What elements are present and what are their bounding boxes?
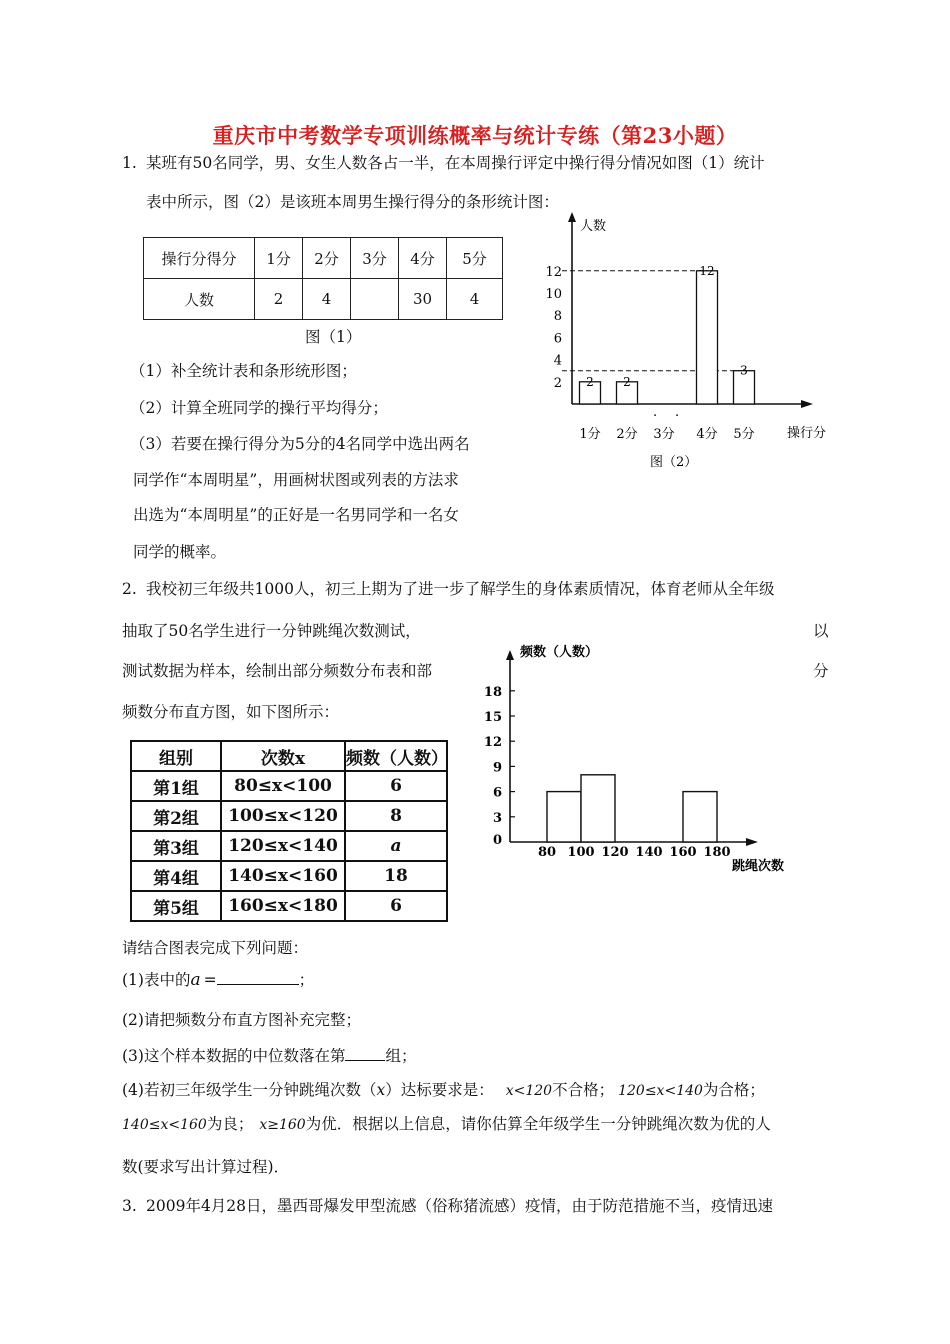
data-label: 2 <box>623 374 631 389</box>
q2-sub4-pass: 为合格； <box>702 1081 765 1099</box>
inequality-excellent: x≥160 <box>259 1117 306 1133</box>
q1-sub3-line3: 出选为“本周明星”的正好是一名男同学和一名女 <box>133 506 459 524</box>
q2-sub4-line2 <box>122 1114 771 1135</box>
page-title: 重庆市中考数学专项训练概率与统计专练（第23小题） <box>212 123 738 148</box>
table-row-label: 人数 <box>144 279 255 320</box>
x-tick-label: 180 <box>703 845 731 860</box>
x-tick-label: 100 <box>567 845 595 860</box>
table-row <box>144 279 503 320</box>
q1-sub3-line1: （3）若要在操行得分为5分的4名同学中选出两名 <box>130 435 470 453</box>
q2-line2b: 以 <box>813 622 829 640</box>
answer-blank[interactable] <box>217 984 299 985</box>
table-header-cell: 2分 <box>303 238 351 279</box>
table-cell: 30 <box>399 279 447 320</box>
q2-sub1-end: ； <box>298 971 315 989</box>
table-cell: 第1组 <box>131 771 221 801</box>
q2-good: 为良； <box>206 1115 254 1133</box>
y-tick-label: 12 <box>545 264 562 280</box>
table-cell: 100≤x<120 <box>221 801 345 831</box>
histogram-bar <box>581 775 615 842</box>
table-cell: 6 <box>345 771 447 801</box>
dot-mark: . <box>653 405 658 420</box>
y-tick-label: 15 <box>483 710 502 725</box>
table-cell: 4 <box>303 279 351 320</box>
inequality-pass: 120≤x<140 <box>618 1083 703 1099</box>
chart-marks <box>579 264 754 442</box>
q2-line3a: 测试数据为样本，绘制出部分频数分布表和部 <box>122 662 433 680</box>
q1-sub3-line2: 同学作“本周明星”，用画树状图或列表的方法求 <box>133 471 459 489</box>
table-cell: 2 <box>255 279 303 320</box>
q2-line1: 我校初三年级共1000人，初三上期为了进一步了解学生的身体素质情况，体育老师从全年级 <box>146 580 775 598</box>
table-header-cell: 次数x <box>221 741 345 771</box>
table-caption: 图（1） <box>305 328 362 346</box>
y-axis-arrow <box>506 650 514 660</box>
x-tick-label: 160 <box>669 845 697 860</box>
x-axis-label: 操行分 <box>787 426 827 441</box>
table-header-cell: 4分 <box>399 238 447 279</box>
histogram-chart <box>480 638 810 878</box>
q1-sub3-line4: 同学的概率。 <box>133 543 227 561</box>
table-cell: 120≤x<140 <box>221 831 345 861</box>
equals-sign: = <box>203 971 217 989</box>
x-tick-label: 4分 <box>696 427 718 442</box>
q2-sub1-text: (1)表中的 <box>122 971 191 989</box>
q2-excellent: 为优．根据以上信息，请你估算全年级学生一分钟跳绳次数为优的人 <box>305 1115 771 1133</box>
table-row <box>131 801 447 831</box>
x-axis-arrow <box>746 838 758 846</box>
q2-prompt: 请结合图表完成下列问题： <box>122 939 309 957</box>
y-tick-label: 3 <box>492 810 502 826</box>
histogram-bar <box>547 792 581 842</box>
y-tick-label: 6 <box>492 785 502 801</box>
y-tick-label: 8 <box>553 309 562 325</box>
y-tick-label: 10 <box>545 287 562 302</box>
table-cell: 140≤x<160 <box>221 861 345 891</box>
answer-blank[interactable] <box>345 1060 385 1061</box>
q1-sub1: （1）补全统计表和条形统形图； <box>130 362 357 380</box>
table-row <box>131 771 447 801</box>
x-tick-label: 3分 <box>653 427 675 442</box>
y-axis-label: 频数（人数） <box>520 645 599 660</box>
q2-sub4-fail: 不合格； <box>552 1081 615 1099</box>
dot-mark: . <box>675 405 680 420</box>
q2-sub4 <box>122 1080 765 1101</box>
table-cell: 160≤x<180 <box>221 891 345 921</box>
table-cell: 第2组 <box>131 801 221 831</box>
table-cell: 18 <box>345 861 447 891</box>
inequality-fail: x<120 <box>505 1083 553 1099</box>
q1-line2: 表中所示，图（2）是该班本周男生操行得分的条形统计图： <box>146 193 559 211</box>
table-cell: 第5组 <box>131 891 221 921</box>
y-tick-label: 18 <box>483 684 502 700</box>
x-axis-arrow <box>801 400 813 408</box>
x-tick-label: 140 <box>635 845 663 860</box>
table-cell: 4 <box>447 279 503 320</box>
q2-sub2: (2)请把频数分布直方图补充完整； <box>122 1011 361 1029</box>
data-label: 3 <box>740 363 748 378</box>
y-tick-label: 6 <box>553 331 562 347</box>
y-axis-arrow <box>568 212 576 222</box>
q2-sub3-end: 组； <box>385 1047 417 1065</box>
table-header-cell: 1分 <box>255 238 303 279</box>
inequality-good: 140≤x<160 <box>122 1117 207 1133</box>
score-bar-chart <box>535 200 855 490</box>
data-label: 12 <box>699 263 715 278</box>
table-header-cell: 3分 <box>351 238 399 279</box>
variable-a: a <box>190 970 201 990</box>
chart-caption: 图（2） <box>650 455 698 470</box>
y-tick-label: 4 <box>553 353 562 369</box>
table-cell: 第4组 <box>131 861 221 891</box>
q1-sub2: （2）计算全班同学的操行平均得分； <box>130 399 388 417</box>
histogram-bar <box>683 792 717 842</box>
q2-sub4-line3: 数(要求写出计算过程)． <box>122 1158 290 1176</box>
x-tick-label: 2分 <box>616 427 638 442</box>
table-cell: a <box>345 831 447 861</box>
variable-x: x <box>376 1081 386 1099</box>
table-cell <box>351 279 399 320</box>
table-cell: 80≤x<100 <box>221 771 345 801</box>
y-tick-label: 2 <box>553 375 562 391</box>
q2-sub3 <box>122 1046 416 1066</box>
q2-line2a: 抽取了50名学生进行一分钟跳绳次数测试， <box>122 622 421 640</box>
table-header-cell: 5分 <box>447 238 503 279</box>
table-cell: 第3组 <box>131 831 221 861</box>
x-tick-label: 120 <box>601 845 629 860</box>
q1-number: 1. <box>122 154 137 172</box>
y-tick-label: 12 <box>483 735 502 751</box>
q2-sub3-text: (3)这个样本数据的中位数落在第 <box>122 1047 346 1065</box>
y-tick-label: 0 <box>492 833 502 848</box>
q2-line3b: 分 <box>813 662 829 680</box>
table-header-cell: 频数（人数） <box>345 741 447 771</box>
chart-marks <box>547 775 717 842</box>
table-row <box>144 238 503 279</box>
table-header-cell: 操行分得分 <box>144 238 255 279</box>
x-tick-label: 1分 <box>579 427 601 442</box>
table-cell: 8 <box>345 801 447 831</box>
q2-sub4-text2: ）达标要求是： <box>385 1081 494 1099</box>
table-cell: 6 <box>345 891 447 921</box>
data-label: 2 <box>586 374 594 389</box>
q2-sub1 <box>122 970 314 990</box>
q1-line1: 某班有50名同学，男、女生人数各占一半，在本周操行评定中操行得分情况如图（1）统计 <box>146 154 765 172</box>
q2-line4: 频数分布直方图，如下图所示： <box>122 703 340 721</box>
q1-score-table <box>143 237 503 320</box>
table-row <box>131 741 447 771</box>
q3-number: 3. <box>122 1197 137 1215</box>
bar <box>697 271 718 404</box>
table-row <box>131 891 447 921</box>
q3-line1: 2009年4月28日，墨西哥爆发甲型流感（俗称猪流感）疫情，由于防范措施不当，疫情迅速 <box>146 1197 774 1215</box>
frequency-table <box>130 740 448 922</box>
table-header-cell: 组别 <box>131 741 221 771</box>
y-axis-label: 人数 <box>580 219 607 234</box>
y-tick-label: 9 <box>492 760 502 776</box>
q2-number: 2. <box>122 580 137 598</box>
q2-sub4-text: (4)若初三年级学生一分钟跳绳次数（ <box>122 1081 377 1099</box>
x-axis-label: 跳绳次数 <box>732 859 785 874</box>
x-tick-label: 80 <box>537 845 557 860</box>
x-tick-label: 5分 <box>733 427 755 442</box>
table-row <box>131 861 447 891</box>
table-row <box>131 831 447 861</box>
